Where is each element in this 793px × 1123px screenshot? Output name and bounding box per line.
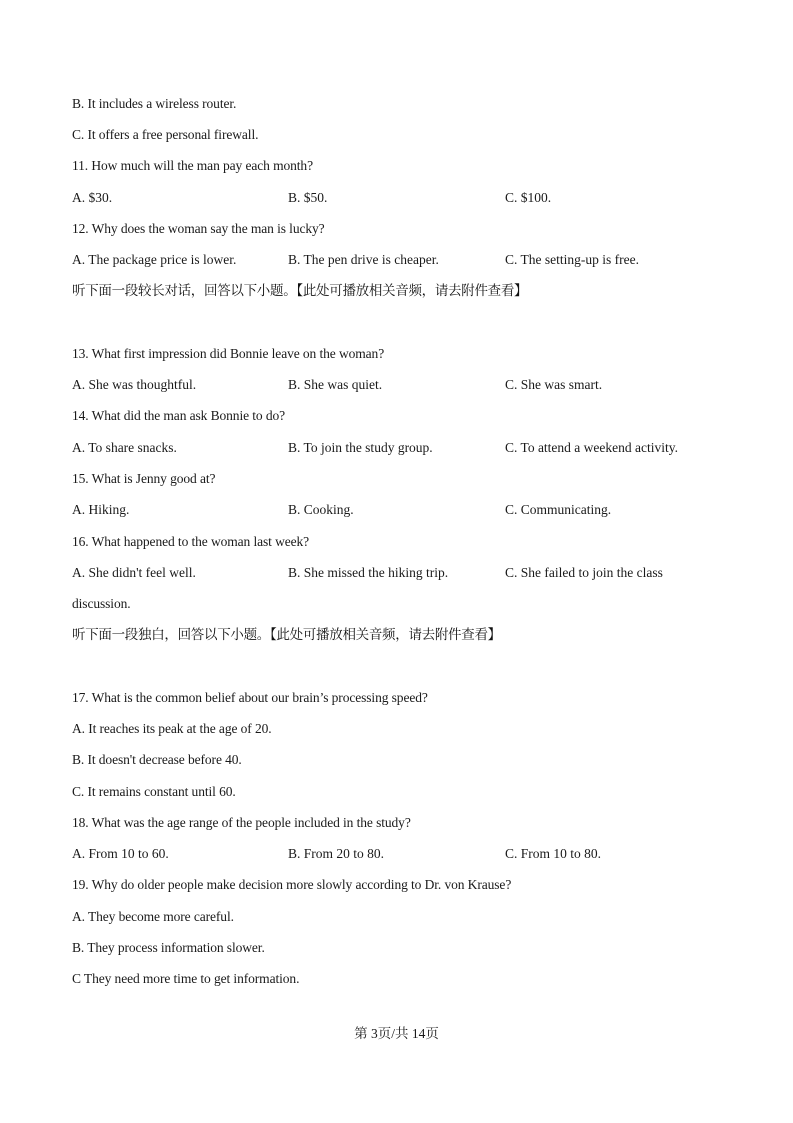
question-13: 13. What first impression did Bonnie leave on the woman? (72, 346, 385, 361)
q15-option-a: A. Hiking. (72, 502, 130, 517)
q13-option-b: B. She was quiet. (288, 377, 383, 392)
q18-option-c: C. From 10 to 80. (505, 846, 602, 861)
question-12: 12. Why does the woman say the man is lucky? (72, 221, 325, 236)
question-15: 15. What is Jenny good at? (72, 471, 216, 486)
q10-option-b: B. It includes a wireless router. (72, 96, 237, 111)
q13-option-a: A. She was thoughtful. (72, 377, 197, 392)
q11-option-b: B. $50. (288, 190, 328, 205)
listening-instruction-dialogue: 听下面一段较长对话，回答以下小题。【此处可播放相关音频，请去附件查看】 (72, 283, 528, 299)
question-14: 14. What did the man ask Bonnie to do? (72, 408, 286, 423)
q19-option-b: B. They process information slower. (72, 940, 265, 955)
q11-option-c: C. $100. (505, 190, 552, 205)
q16-option-b: B. She missed the hiking trip. (288, 565, 449, 580)
q18-option-a: A. From 10 to 60. (72, 846, 169, 861)
question-18: 18. What was the age range of the people included in the study? (72, 815, 411, 830)
q15-option-b: B. Cooking. (288, 502, 354, 517)
q17-option-a: A. It reaches its peak at the age of 20. (72, 721, 272, 736)
q11-option-a: A. $30. (72, 190, 113, 205)
page-number: 第 3页/共 14页 (354, 1026, 439, 1041)
q16-option-c-continued: discussion. (72, 596, 131, 611)
q12-option-b: B. The pen drive is cheaper. (288, 252, 439, 267)
q17-option-b: B. It doesn't decrease before 40. (72, 752, 242, 767)
q14-option-b: B. To join the study group. (288, 440, 433, 455)
q14-option-c: C. To attend a weekend activity. (505, 440, 679, 455)
question-11: 11. How much will the man pay each month? (72, 158, 313, 173)
q12-option-c: C. The setting-up is free. (505, 252, 639, 267)
q14-option-a: A. To share snacks. (72, 440, 177, 455)
question-19: 19. Why do older people make decision more slowly according to Dr. von Krause? (72, 877, 512, 892)
q17-option-c: C. It remains constant until 60. (72, 784, 236, 799)
q16-option-c: C. She failed to join the class (505, 565, 663, 580)
q10-option-c: C. It offers a free personal firewall. (72, 127, 259, 142)
q19-option-a: A. They become more careful. (72, 909, 234, 924)
q16-option-a: A. She didn't feel well. (72, 565, 196, 580)
q19-option-c: C They need more time to get information. (72, 971, 300, 986)
q18-option-b: B. From 20 to 80. (288, 846, 385, 861)
listening-instruction-monologue: 听下面一段独白，回答以下小题。【此处可播放相关音频，请去附件查看】 (72, 627, 501, 643)
question-17: 17. What is the common belief about our brain’s processing speed? (72, 690, 428, 705)
q15-option-c: C. Communicating. (505, 502, 612, 517)
question-16: 16. What happened to the woman last week? (72, 534, 310, 549)
q12-option-a: A. The package price is lower. (72, 252, 237, 267)
q13-option-c: C. She was smart. (505, 377, 603, 392)
